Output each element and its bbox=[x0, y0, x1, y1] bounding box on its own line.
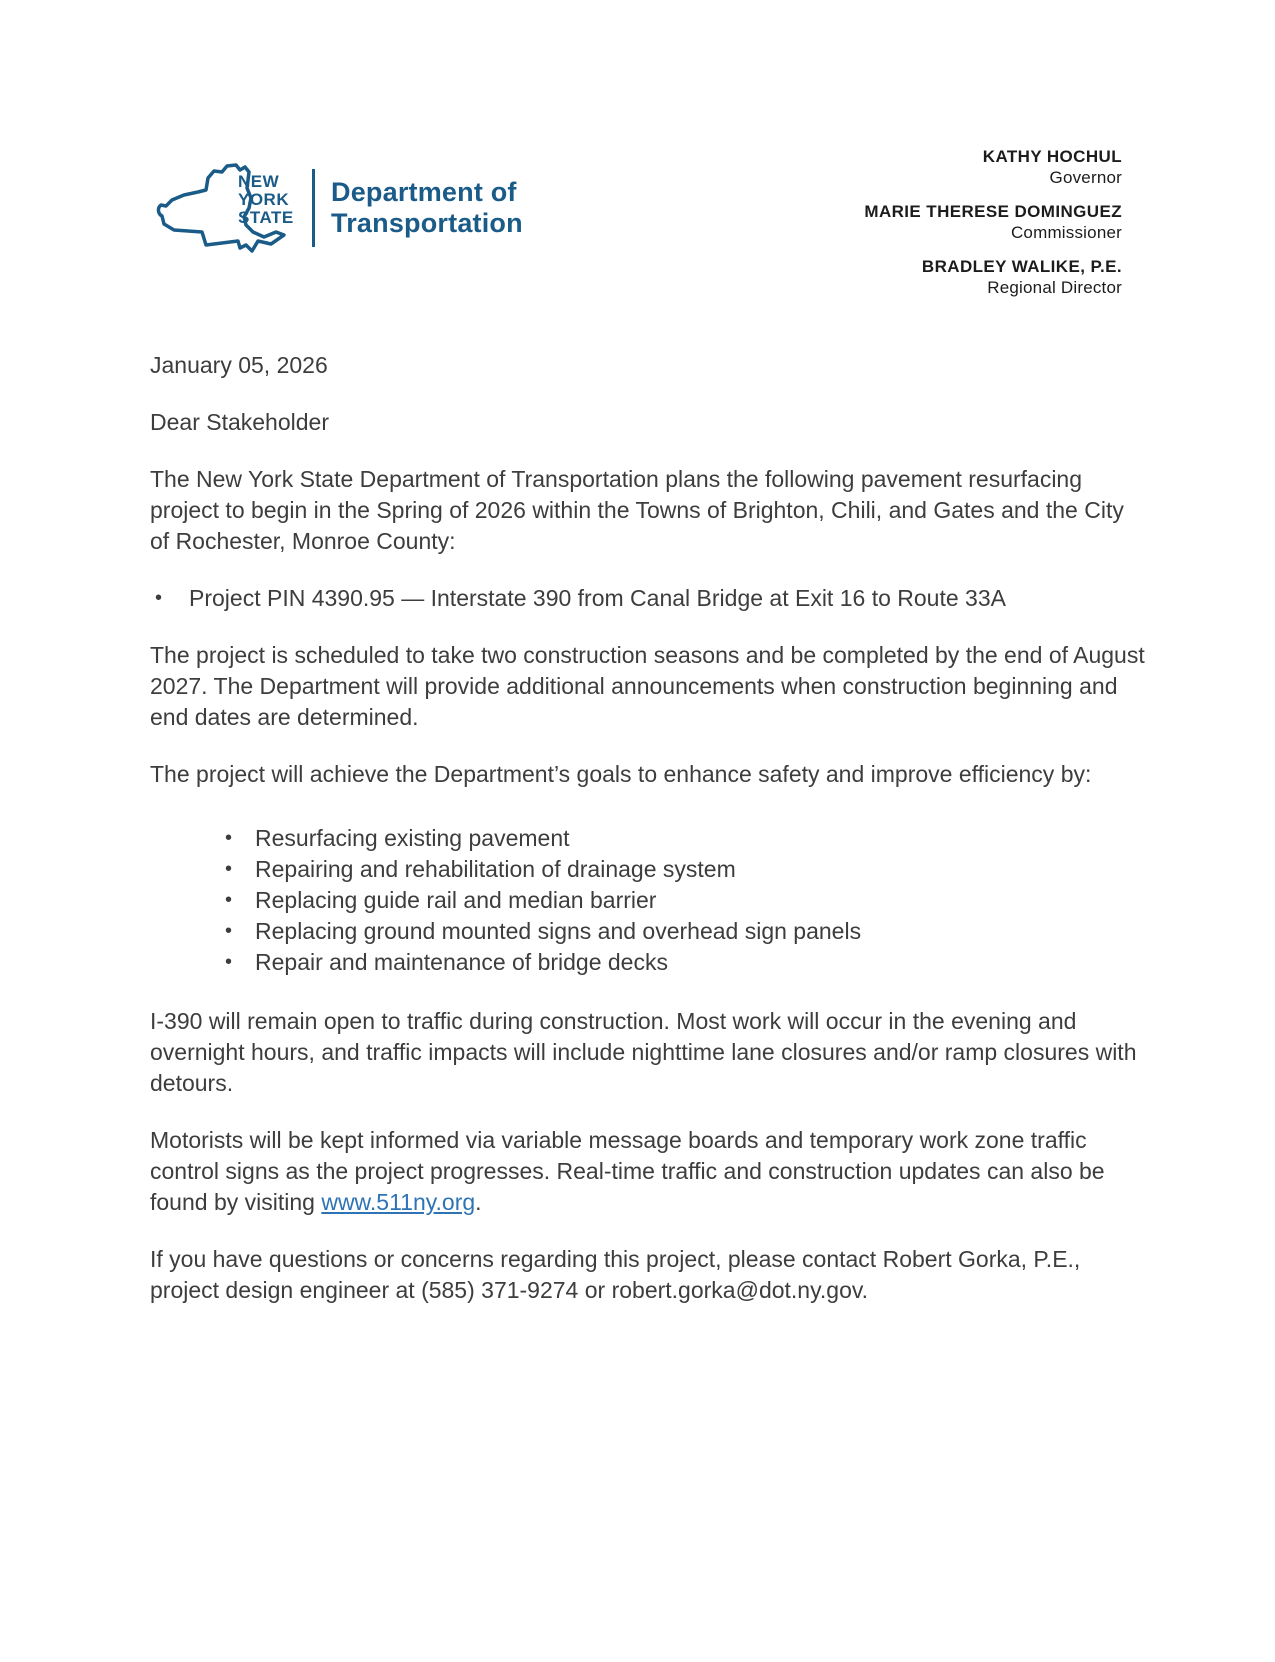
motorists-text-before: Motorists will be kept informed via variable message boards and temporary work zone traffic control signs as the project progresses. Real-time traffic and construction updates can also be found by visiting bbox=[150, 1127, 1105, 1215]
bullet-icon: • bbox=[155, 587, 163, 609]
logo-dept-line1: Department of bbox=[331, 176, 517, 207]
bullet-icon: • bbox=[225, 858, 233, 880]
logo-dept-line2: Transportation bbox=[331, 207, 523, 238]
logo-state-word-york: YORK bbox=[238, 190, 290, 209]
paragraph-schedule: The project is scheduled to take two construction seasons and be completed by the end of August 2027. The Department will provide additional announcements when construction beginning and end dates are determined. bbox=[150, 642, 1145, 730]
paragraph-motorists bbox=[150, 1125, 1145, 1218]
paragraph-contact: If you have questions or concerns regarding this project, please contact Robert Gorka, P.E., project design engineer at (585) 371-9274 or robert.gorka@dot.ny.gov. bbox=[150, 1246, 1081, 1303]
goal-text: Resurfacing existing pavement bbox=[255, 825, 570, 851]
officials-block bbox=[864, 146, 1122, 311]
letter-salutation: Dear Stakeholder bbox=[150, 409, 329, 435]
goals-bullet-list bbox=[150, 823, 1145, 978]
list-item bbox=[150, 916, 1145, 947]
project-pin-bullet bbox=[150, 583, 1145, 614]
logo-state-word-state: STATE bbox=[238, 208, 294, 227]
bullet-icon: • bbox=[225, 827, 233, 849]
official-title: Regional Director bbox=[987, 278, 1122, 297]
letter-date: January 05, 2026 bbox=[150, 352, 328, 378]
logo-state-word-new: NEW bbox=[238, 172, 280, 191]
official-name: BRADLEY WALIKE, P.E. bbox=[921, 257, 1122, 276]
list-item bbox=[150, 854, 1145, 885]
nysdot-logo-mark bbox=[150, 160, 310, 255]
nysdot-logo bbox=[150, 160, 523, 255]
bullet-icon: • bbox=[225, 889, 233, 911]
official-title: Governor bbox=[1049, 168, 1122, 187]
letter-body bbox=[150, 350, 1145, 1332]
official-governor bbox=[864, 146, 1122, 188]
list-item bbox=[150, 947, 1145, 978]
goal-text: Repair and maintenance of bridge decks bbox=[255, 949, 668, 975]
paragraph-intro: The New York State Department of Transportation plans the following pavement resurfacing project to begin in the Spring of 2026 within the Towns of Brighton, Chili, and Gates and the City of Rochester, Monroe County: bbox=[150, 466, 1124, 554]
goal-text: Repairing and rehabilitation of drainage system bbox=[255, 856, 736, 882]
paragraph-goals: The project will achieve the Department’s goals to enhance safety and improve efficiency by: bbox=[150, 761, 1092, 787]
511ny-link[interactable]: www.511ny.org bbox=[321, 1189, 476, 1215]
list-item bbox=[150, 823, 1145, 854]
logo-divider bbox=[312, 169, 315, 247]
project-pin-text: Project PIN 4390.95 — Interstate 390 from Canal Bridge at Exit 16 to Route 33A bbox=[189, 585, 1006, 611]
goal-text: Replacing guide rail and median barrier bbox=[255, 887, 657, 913]
official-name: MARIE THERESE DOMINGUEZ bbox=[864, 202, 1122, 221]
logo-department-name bbox=[331, 177, 523, 239]
official-regional-director bbox=[864, 256, 1122, 298]
official-commissioner bbox=[864, 201, 1122, 243]
official-title: Commissioner bbox=[1010, 223, 1122, 242]
goal-text: Replacing ground mounted signs and overhead sign panels bbox=[255, 918, 862, 944]
official-name: KATHY HOCHUL bbox=[982, 147, 1122, 166]
motorists-text-after: . bbox=[475, 1189, 482, 1215]
logo-state-words bbox=[238, 173, 294, 227]
paragraph-traffic: I-390 will remain open to traffic during construction. Most work will occur in the evening and overnight hours, and traffic impacts will include nighttime lane closures and/or ramp closures with detours. bbox=[150, 1008, 1137, 1096]
list-item bbox=[150, 885, 1145, 916]
bullet-icon: • bbox=[225, 920, 233, 942]
bullet-icon: • bbox=[225, 951, 233, 973]
